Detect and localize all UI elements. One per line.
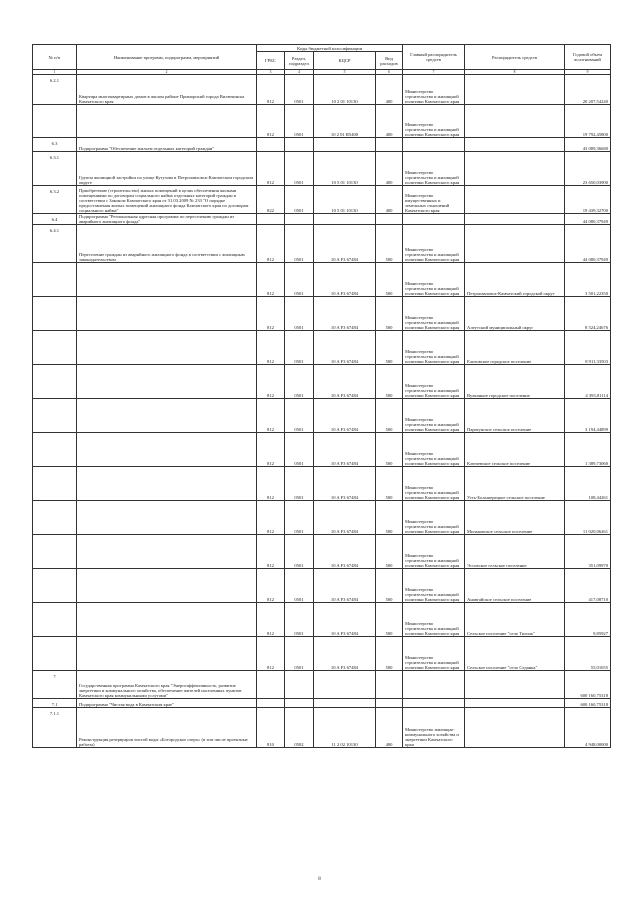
row-vid: 500 (376, 263, 403, 297)
row-vid: 500 (376, 433, 403, 467)
row-razdel: 0501 (285, 75, 314, 105)
row-csr: 10 A F3 67484 (314, 263, 376, 297)
row-manager: Министерство строительства и жилищной политики Камчатского края (403, 501, 465, 535)
row-amount: 600 160,75318 (565, 699, 611, 708)
row-razdel: 0501 (285, 365, 314, 399)
row-grbs: 812 (257, 535, 285, 569)
row-manager: Министерство строительства и жилищной политики Камчатского края (403, 365, 465, 399)
row-csr: 10 A F3 67484 (314, 467, 376, 501)
row-vid: 500 (376, 331, 403, 365)
row-vid: 400 (376, 152, 403, 186)
header-amount: Годовой объем ассигнований (565, 45, 611, 70)
row-vid: 500 (376, 467, 403, 501)
budget-table (32, 44, 611, 748)
row-manager: Министерство строительства и жилищной политики Камчатского края (403, 399, 465, 433)
row-amount: 4 948,00000 (565, 708, 611, 748)
row-razdel (285, 699, 314, 708)
row-amount: 55,01655 (565, 637, 611, 671)
row-razdel: 0501 (285, 399, 314, 433)
row-number (33, 637, 77, 671)
row-grbs: 812 (257, 501, 285, 535)
row-grbs: 810 (257, 708, 285, 748)
row-number (33, 263, 77, 297)
row-razdel: 0501 (285, 105, 314, 138)
row-manager: Министерство строительства и жилищной политики Камчатского края (403, 603, 465, 637)
row-razdel: 0501 (285, 186, 314, 214)
row-razdel (285, 671, 314, 699)
row-grbs: 812 (257, 105, 285, 138)
row-razdel (285, 214, 314, 225)
row-recipient (465, 75, 565, 105)
row-manager: Министерство строительства и жилищной политики Камчатского края (403, 433, 465, 467)
column-index: 4 (285, 70, 314, 75)
row-amount: 1 389,73060 (565, 433, 611, 467)
row-csr: 10 A F3 67484 (314, 365, 376, 399)
page-number: 8 (318, 877, 321, 882)
row-csr (314, 214, 376, 225)
table-row (33, 467, 611, 501)
row-csr (314, 138, 376, 152)
table-row (33, 152, 611, 186)
row-recipient: Сельское поселение "село Тигиль" (465, 603, 565, 637)
row-name (77, 365, 257, 399)
row-vid: 500 (376, 569, 403, 603)
header-codes-group: Коды бюджетной классификации (257, 45, 403, 52)
row-amount: 44 080,37949 (565, 214, 611, 225)
row-vid: 500 (376, 535, 403, 569)
row-vid: 500 (376, 297, 403, 331)
row-razdel: 0501 (285, 331, 314, 365)
row-vid: 400 (376, 708, 403, 748)
row-recipient (465, 708, 565, 748)
row-grbs: 812 (257, 152, 285, 186)
row-amount: 8 911,33503 (565, 331, 611, 365)
row-grbs: 812 (257, 225, 285, 263)
table-row (33, 138, 611, 152)
row-csr: 10 5 01 10130 (314, 186, 376, 214)
row-manager: Министерство строительства и жилищной политики Камчатского края (403, 569, 465, 603)
row-csr: 10 A F3 67484 (314, 535, 376, 569)
row-manager: Министерство строительства и жилищной политики Камчатского края (403, 331, 465, 365)
row-vid: 500 (376, 501, 403, 535)
row-amount: 3 501,22350 (565, 263, 611, 297)
table-row (33, 569, 611, 603)
column-index: 8 (465, 70, 565, 75)
row-name: Подпрограмма "Региональная адресная программа по переселению граждан из аварийного жилищного фонда" (77, 214, 257, 225)
row-recipient: Усть-Большерецкое сельское поселение (465, 467, 565, 501)
row-number (33, 331, 77, 365)
row-vid: 400 (376, 75, 403, 105)
table-row (33, 365, 611, 399)
row-csr: 10 5 01 10130 (314, 152, 376, 186)
row-csr: 10 A F3 67484 (314, 331, 376, 365)
table-row (33, 399, 611, 433)
row-number: 6.3 (33, 138, 77, 152)
column-index: 6 (376, 70, 403, 75)
row-recipient (465, 225, 565, 263)
row-name: Переселение граждан из аварийного жилищного фонда в соответствии с жилищным законодательством (77, 225, 257, 263)
table-row (33, 297, 611, 331)
row-recipient (465, 214, 565, 225)
row-name (77, 433, 257, 467)
row-recipient: Мильковское сельское поселение (465, 501, 565, 535)
row-razdel: 0501 (285, 603, 314, 637)
header-name: Наименование программ, подпрограмм, мероприятий (77, 45, 257, 70)
row-number: 6.3.1 (33, 152, 77, 186)
row-recipient: Петропавловск-Камчатский городской округ (465, 263, 565, 297)
row-number (33, 501, 77, 535)
row-grbs: 812 (257, 467, 285, 501)
row-name: Подпрограмма "Обеспечение жильем отдельных категорий граждан" (77, 138, 257, 152)
row-name (77, 501, 257, 535)
row-recipient (465, 105, 565, 138)
row-recipient: Анавгайское сельское поселение (465, 569, 565, 603)
row-recipient: Елизовское городское поселение (465, 331, 565, 365)
row-csr: 11 2 02 10130 (314, 708, 376, 748)
row-razdel: 0501 (285, 569, 314, 603)
row-vid: 500 (376, 365, 403, 399)
row-manager: Министерство имущественных и земельных отношений Камчатского края (403, 186, 465, 214)
row-amount: 417,08710 (565, 569, 611, 603)
row-csr (314, 699, 376, 708)
row-grbs: 812 (257, 637, 285, 671)
row-amount: 3 194,44899 (565, 399, 611, 433)
row-razdel: 0501 (285, 535, 314, 569)
row-number: 6.3.2 (33, 186, 77, 214)
header-grbs: ГРБС (257, 52, 285, 70)
row-vid: 500 (376, 603, 403, 637)
row-manager: Министерство строительства и жилищной политики Камчатского края (403, 225, 465, 263)
budget-table-sheet (32, 44, 610, 748)
row-amount: 8 524,24676 (565, 297, 611, 331)
row-grbs: 822 (257, 186, 285, 214)
row-name (77, 603, 257, 637)
row-vid: 500 (376, 399, 403, 433)
row-manager: Министерство строительства и жилищной политики Камчатского края (403, 535, 465, 569)
row-name: Реконструкция резервуаров чистой воды «Богородское озеро» (в том числе проектные работы) (77, 708, 257, 748)
row-csr: 10 2 01 R5400 (314, 105, 376, 138)
row-csr: 10 A F3 67484 (314, 225, 376, 263)
column-index: 2 (77, 70, 257, 75)
row-number (33, 297, 77, 331)
row-csr: 10 A F3 67484 (314, 399, 376, 433)
row-grbs (257, 214, 285, 225)
row-recipient (465, 699, 565, 708)
table-body (33, 75, 611, 748)
column-index: 7 (403, 70, 465, 75)
row-razdel: 0501 (285, 297, 314, 331)
row-manager: Министерство строительства и жилищной политики Камчатского края (403, 297, 465, 331)
table-row (33, 75, 611, 105)
row-razdel: 0501 (285, 152, 314, 186)
row-number (33, 433, 77, 467)
row-recipient (465, 186, 565, 214)
row-name: Квартира многоквартирных домов в жилом районе Приморский города Вилючинска Камчатского края (77, 75, 257, 105)
row-grbs: 812 (257, 399, 285, 433)
row-vid (376, 671, 403, 699)
row-manager (403, 699, 465, 708)
row-grbs: 812 (257, 331, 285, 365)
row-manager (403, 138, 465, 152)
row-name: Государственная программа Камчатского края "Энергоэффективность, развитие энергетики и коммунального хозяйства, обеспечение жителей населенных пунктов Камчатского края коммунальными услугами" (77, 671, 257, 699)
table-row (33, 708, 611, 748)
row-recipient: Алеутский муниципальный округ (465, 297, 565, 331)
row-amount: 108,44261 (565, 467, 611, 501)
row-razdel: 0501 (285, 225, 314, 263)
column-index: 9 (565, 70, 611, 75)
header-recipient: Распорядитель средств (465, 45, 565, 70)
row-number: 7.1.1 (33, 708, 77, 748)
row-csr: 10 A F3 67484 (314, 297, 376, 331)
row-csr: 10 A F3 67484 (314, 637, 376, 671)
row-razdel (285, 138, 314, 152)
row-name: Приобретение (строительство) жилых помещений в целях обеспечения жилыми помещениями по договорам социального найма отдельных категорий граждан в соответствии с Законом Камчатского края от 31.03.2009 № 233 "О порядке предоставления жилых помещений жилищного фонда Камчатского края по договорам социального найма" (77, 186, 257, 214)
row-name: Подпрограмма "Чистая вода в Камчатском крае" (77, 699, 257, 708)
row-razdel: 0501 (285, 637, 314, 671)
table-row (33, 331, 611, 365)
table-row (33, 603, 611, 637)
row-manager: Министерство строительства и жилищной политики Камчатского края (403, 637, 465, 671)
row-name (77, 297, 257, 331)
row-csr (314, 671, 376, 699)
row-amount: 11 020,06261 (565, 501, 611, 535)
row-number (33, 399, 77, 433)
row-grbs (257, 671, 285, 699)
row-amount: 43 089,36680 (565, 138, 611, 152)
row-grbs: 812 (257, 297, 285, 331)
row-number (33, 105, 77, 138)
row-grbs: 812 (257, 75, 285, 105)
row-number (33, 603, 77, 637)
row-csr: 10 A F3 67484 (314, 569, 376, 603)
row-amount: 351,09970 (565, 535, 611, 569)
row-manager (403, 671, 465, 699)
row-razdel: 0502 (285, 708, 314, 748)
table-row (33, 671, 611, 699)
row-recipient: Сельское поселение "село Седанка" (465, 637, 565, 671)
row-name (77, 569, 257, 603)
row-manager: Министерство строительства и жилищной политики Камчатского края (403, 263, 465, 297)
row-grbs: 812 (257, 569, 285, 603)
table-row (33, 433, 611, 467)
row-amount: 23 650,03900 (565, 152, 611, 186)
row-csr: 10 A F3 67484 (314, 501, 376, 535)
header-vid: Вид расходов (376, 52, 403, 70)
row-csr: 10 2 01 10130 (314, 75, 376, 105)
row-grbs: 812 (257, 365, 285, 399)
table-row (33, 105, 611, 138)
row-amount: 19 792,45800 (565, 105, 611, 138)
row-number (33, 569, 77, 603)
row-recipient: Вулканное городское поселение (465, 365, 565, 399)
table-row (33, 186, 611, 214)
row-grbs: 812 (257, 263, 285, 297)
row-name: Группа жилищной застройки по улице Кутузова в Петропавловск-Камчатском городском округе (77, 152, 257, 186)
row-manager: Министерство строительства и жилищной политики Камчатского края (403, 467, 465, 501)
table-row (33, 501, 611, 535)
row-razdel: 0501 (285, 433, 314, 467)
table-row (33, 263, 611, 297)
row-vid (376, 699, 403, 708)
row-grbs: 812 (257, 433, 285, 467)
header-razdel: Раздел, подраздел (285, 52, 314, 70)
row-number (33, 467, 77, 501)
row-number: 6.4.1 (33, 225, 77, 263)
row-manager: Министерство строительства и жилищной политики Камчатского края (403, 75, 465, 105)
row-razdel: 0501 (285, 501, 314, 535)
row-manager: Министерство жилищно-коммунального хозяйства и энергетики Камчатского края (403, 708, 465, 748)
row-number (33, 535, 77, 569)
header-manager: Главный распорядитель средств (403, 45, 465, 70)
row-grbs: 812 (257, 603, 285, 637)
row-number: 7.1 (33, 699, 77, 708)
row-recipient (465, 152, 565, 186)
row-vid (376, 138, 403, 152)
row-vid (376, 214, 403, 225)
row-name (77, 535, 257, 569)
row-razdel: 0501 (285, 263, 314, 297)
row-csr: 10 A F3 67484 (314, 603, 376, 637)
table-row (33, 637, 611, 671)
column-index: 3 (257, 70, 285, 75)
row-number (33, 365, 77, 399)
row-vid: 400 (376, 186, 403, 214)
table-row (33, 699, 611, 708)
row-csr: 10 A F3 67484 (314, 433, 376, 467)
row-amount: 9,85927 (565, 603, 611, 637)
row-name (77, 105, 257, 138)
column-index: 5 (314, 70, 376, 75)
column-index: 1 (33, 70, 77, 75)
row-number: 6.2.1 (33, 75, 77, 105)
row-manager: Министерство строительства и жилищной политики Камчатского края (403, 105, 465, 138)
row-manager (403, 214, 465, 225)
row-manager: Министерство строительства и жилищной политики Камчатского края (403, 152, 465, 186)
table-row (33, 214, 611, 225)
row-recipient (465, 671, 565, 699)
header-csr: КЦСР (314, 52, 376, 70)
row-amount: 44 080,37949 (565, 225, 611, 263)
row-name (77, 399, 257, 433)
row-vid: 400 (376, 105, 403, 138)
row-recipient: Ключевское сельское поселение (465, 433, 565, 467)
row-amount: 600 160,75318 (565, 671, 611, 699)
table-row (33, 535, 611, 569)
row-grbs (257, 699, 285, 708)
header-num: № п/п (33, 45, 77, 70)
row-recipient: Паратунское сельское поселение (465, 399, 565, 433)
row-amount: 19 439,32700 (565, 186, 611, 214)
table-row (33, 225, 611, 263)
row-razdel: 0501 (285, 467, 314, 501)
row-amount: 4 393,81114 (565, 365, 611, 399)
row-grbs (257, 138, 285, 152)
row-vid: 500 (376, 225, 403, 263)
row-number: 6.4 (33, 214, 77, 225)
row-recipient: Эссовское сельское поселение (465, 535, 565, 569)
row-amount: 20 207,54240 (565, 75, 611, 105)
row-vid: 500 (376, 637, 403, 671)
row-name (77, 331, 257, 365)
row-name (77, 637, 257, 671)
row-number: 7 (33, 671, 77, 699)
row-recipient (465, 138, 565, 152)
row-name (77, 467, 257, 501)
row-name (77, 263, 257, 297)
